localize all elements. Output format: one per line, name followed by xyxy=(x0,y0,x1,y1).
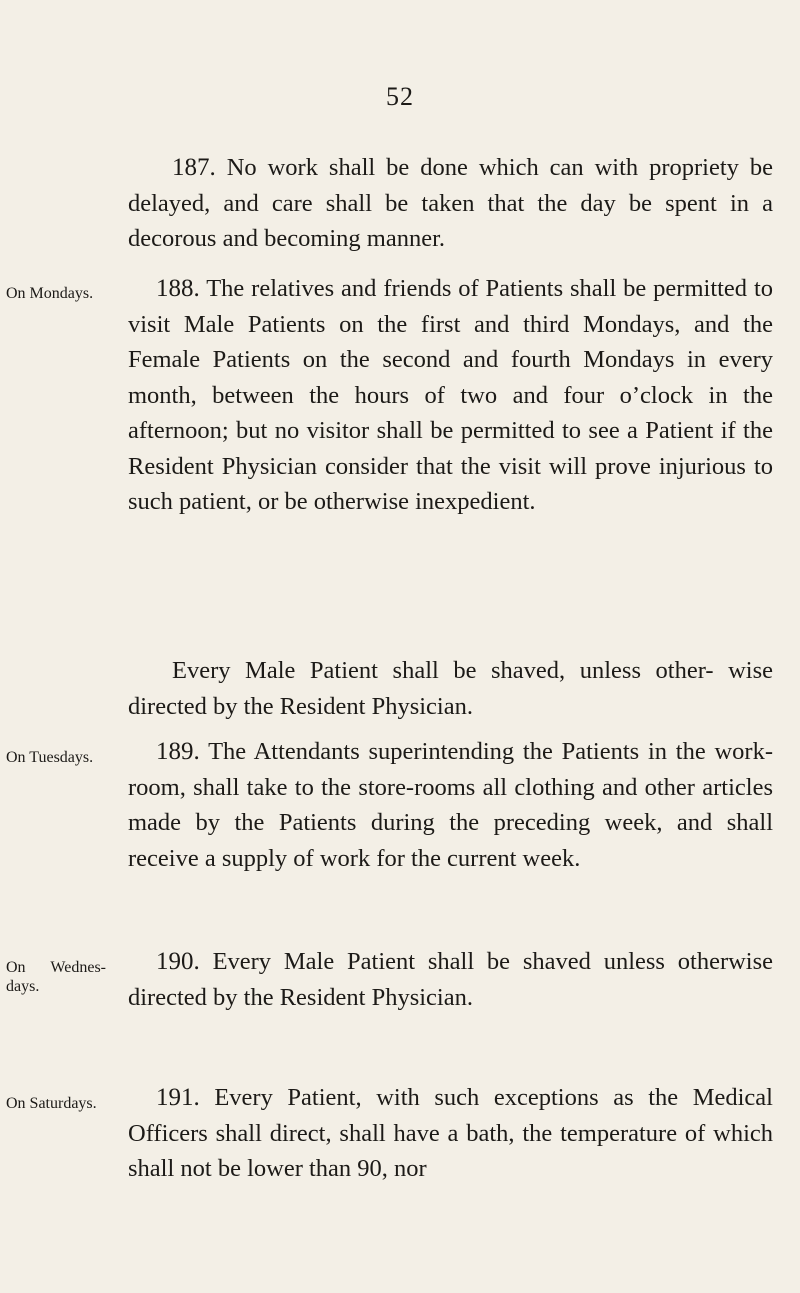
margin-note-saturdays: On Saturdays. xyxy=(6,1095,97,1112)
rule-188 xyxy=(128,271,773,520)
margin-note-tuesdays: On Tuesdays. xyxy=(6,749,94,766)
rule-number: 191. xyxy=(156,1084,200,1111)
rule-191 xyxy=(128,1080,773,1187)
page-number: 52 xyxy=(386,82,414,111)
rule-190 xyxy=(128,944,773,1015)
rule-shaving-note xyxy=(128,653,773,724)
rule-text: Every Male Patient shall be shaved unless otherwise directed by the Resident Physician. xyxy=(128,948,774,1011)
rule-text: Every Male Patient shall be shaved, unless other- wise directed by the Resident Physician. xyxy=(128,657,773,720)
rule-text: The Attendants superintending the Patients in the work-room, shall take to the store-rooms all clothing and other articles made by the Patients during the preceding week, and shall receive a supply of work for the current week. xyxy=(128,738,774,872)
rule-number: 188. xyxy=(156,275,200,302)
margin-note-wednesdays: On Wednes- days. xyxy=(6,959,106,995)
margin-note-mondays: On Mondays. xyxy=(6,285,94,302)
rule-text: No work shall be done which can with propriety be delayed, and care shall be taken that the day be spent in a decorous and becoming manner. xyxy=(128,154,774,252)
rule-number: 189. xyxy=(156,738,200,765)
rule-text: Every Patient, with such exceptions as the Medical Officers shall direct, shall have a bath, the temperature of which shall not be lower than 90, nor xyxy=(128,1084,773,1182)
rule-189 xyxy=(128,734,773,876)
rule-number: 187. xyxy=(172,154,216,181)
rule-text: The relatives and friends of Patients shall be permitted to visit Male Patients on the first and third Mondays, and the Female Patients on the second and fourth Mondays in every month, between the hours of two and four o’clock in the afternoon; but no visitor shall be permitted to see a Patient if the Resident Physician consider that the visit will prove injurious to such patient, or be otherwise inexpedient. xyxy=(128,275,774,515)
rule-187 xyxy=(128,150,773,257)
rule-number: 190. xyxy=(156,948,200,975)
